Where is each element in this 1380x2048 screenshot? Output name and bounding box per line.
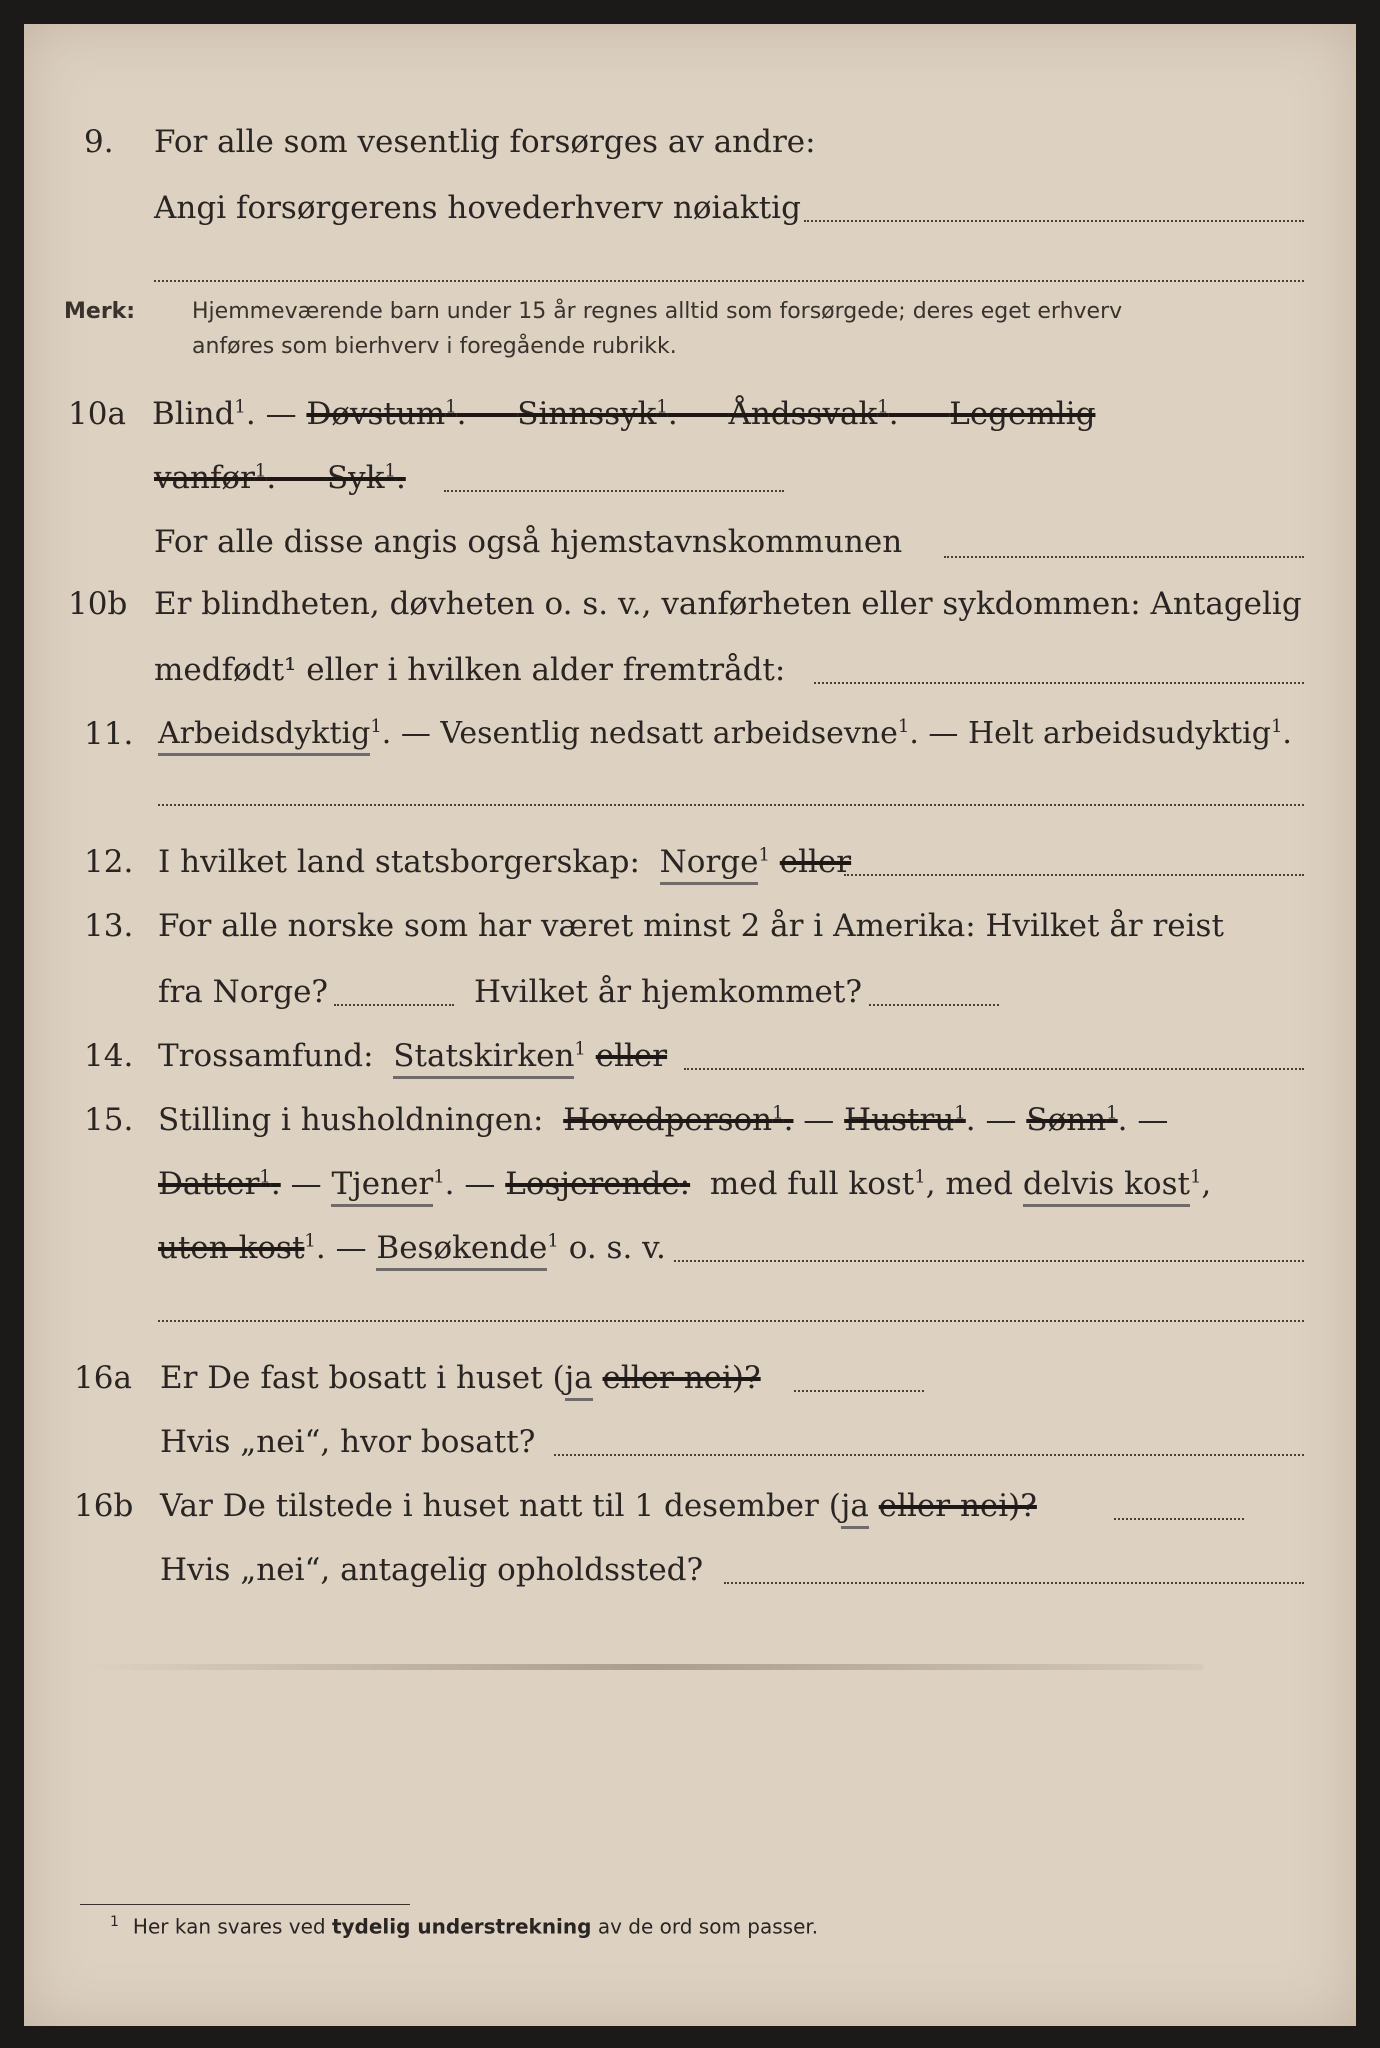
pencil-smudge	[84, 1664, 1204, 1670]
merk-label: Merk:	[64, 299, 136, 324]
option-vanfor[interactable]: vanfør$^1$. —	[154, 460, 327, 496]
merk-line2: anføres som bierhverv i foregående rubrikk.	[192, 334, 677, 359]
opholdssted-answer-line[interactable]	[724, 1582, 1304, 1584]
q16a-answer-line[interactable]	[794, 1390, 924, 1392]
census-form-page	[24, 24, 1356, 2026]
option-dovstum[interactable]: Døvstum$^1$. —	[306, 396, 518, 432]
option-ja[interactable]: ja	[841, 1488, 869, 1529]
q11-answer-line[interactable]	[158, 804, 1304, 806]
option-sinnssyk[interactable]: Sinnssyk$^1$. —	[517, 396, 729, 432]
option-sonn[interactable]: Sønn$^1$	[1026, 1102, 1118, 1138]
q14-answer-line[interactable]	[684, 1068, 1304, 1070]
q9-answer-line[interactable]	[804, 220, 1304, 222]
q9-line2: Angi forsørgerens hovederhverv nøiaktig	[154, 190, 801, 226]
q10b-line1: Er blindheten, døvheten o. s. v., vanførheten eller sykdommen: Antagelig	[154, 586, 1302, 622]
option-delvis-kost[interactable]: delvis kost	[1023, 1166, 1190, 1207]
q10a-line1: Blind$^1$. — Døvstum$^1$. — Sinnssyk$^1$. — Åndssvak$^1$. — Legemlig	[152, 396, 1096, 432]
question-number: 10b	[68, 586, 128, 622]
question-number: 12.	[84, 844, 134, 880]
q16b-answer-line[interactable]	[1114, 1518, 1244, 1520]
q9-answer-line-2[interactable]	[154, 280, 1304, 282]
option-hovedperson[interactable]: Hovedperson$^1$.	[563, 1102, 794, 1138]
option-norge[interactable]: Norge	[660, 844, 759, 885]
question-number: 10a	[68, 396, 126, 432]
q16a-line1: Er De fast bosatt i huset (ja eller nei)?	[160, 1360, 761, 1396]
q16a-line2: Hvis „nei“, hvor bosatt?	[160, 1424, 536, 1460]
reist-year-field[interactable]	[334, 1004, 454, 1006]
q11-line: Arbeidsdyktig$^1$. — Vesentlig nedsatt arbeidsevne$^1$. — Helt arbeidsudyktig$^1$.	[158, 716, 1292, 751]
option-eller-nei[interactable]: eller nei)?	[602, 1360, 761, 1396]
footnote-rule	[80, 1904, 410, 1905]
hjemstavn-answer-line[interactable]	[944, 556, 1304, 558]
q15-answer-line[interactable]	[674, 1260, 1304, 1262]
option-tjener[interactable]: Tjener	[331, 1166, 433, 1207]
q16b-line2: Hvis „nei“, antagelig opholdssted?	[160, 1552, 704, 1588]
question-number: 14.	[84, 1038, 134, 1074]
footnote: $^1$ Her kan svares ved tydelig understrekning av de ord som passer.	[110, 1914, 819, 1939]
q10b-answer-line[interactable]	[814, 682, 1304, 684]
option-losjerende[interactable]: Losjerende:	[505, 1166, 691, 1202]
q12-line: I hvilket land statsborgerskap: Norge$^1$ eller	[158, 844, 851, 880]
option-full-kost[interactable]: med full kost	[709, 1166, 915, 1202]
bosatt-answer-line[interactable]	[554, 1454, 1304, 1456]
option-eller[interactable]: eller	[779, 844, 852, 880]
q15-line2: Datter$^1$. — Tjener$^1$. — Losjerende: med full kost$^1$, med delvis kost$^1$,	[158, 1166, 1211, 1202]
question-number: 9.	[84, 124, 114, 160]
hjemkommet-year-field[interactable]	[869, 1004, 999, 1006]
question-number: 13.	[84, 908, 134, 944]
q15-answer-line-2[interactable]	[158, 1320, 1304, 1322]
question-number: 15.	[84, 1102, 134, 1138]
q15-line1: Stilling i husholdningen: Hovedperson$^1$. — Hustru$^1$. — Sønn$^1$. —	[158, 1102, 1169, 1138]
q10a-answer-line[interactable]	[444, 490, 784, 492]
question-number: 16a	[74, 1360, 132, 1396]
q9-line1: For alle som vesentlig forsørges av andre:	[154, 124, 816, 160]
option-ja[interactable]: ja	[565, 1360, 593, 1401]
option-blind[interactable]: Blind	[152, 396, 235, 432]
merk-line1: Hjemmeværende barn under 15 år regnes alltid som forsørgede; deres eget erhverv	[192, 299, 1123, 324]
option-eller[interactable]: eller	[595, 1038, 668, 1074]
option-andssvak[interactable]: Åndssvak$^1$. —	[728, 396, 950, 432]
option-statskirken[interactable]: Statskirken	[393, 1038, 574, 1079]
q15-line3: uten kost$^1$. — Besøkende$^1$ o. s. v.	[158, 1230, 666, 1266]
q13-line2a: fra Norge?	[158, 974, 329, 1010]
option-hustru[interactable]: Hustru$^1$	[844, 1102, 966, 1138]
question-number: 16b	[74, 1488, 134, 1524]
option-datter[interactable]: Datter$^1$.	[158, 1166, 281, 1202]
q12-answer-line[interactable]	[844, 874, 1304, 876]
q10a-line2	[154, 460, 406, 496]
q16b-line1: Var De tilstede i huset natt til 1 desember (ja eller nei)?	[160, 1488, 1037, 1524]
question-number: 11.	[84, 716, 134, 752]
q13-line1: For alle norske som har været minst 2 år i Amerika: Hvilket år reist	[158, 908, 1224, 944]
q10b-line2: medfødt¹ eller i hvilken alder fremtrådt:	[154, 652, 786, 688]
option-besokende[interactable]: Besøkende	[376, 1230, 547, 1271]
option-uten-kost[interactable]: uten kost	[158, 1230, 305, 1266]
option-syk[interactable]: Syk$^1$.	[326, 460, 406, 496]
option-eller-nei[interactable]: eller nei)?	[878, 1488, 1037, 1524]
q14-line: Trossamfund: Statskirken$^1$ eller	[158, 1038, 667, 1074]
q13-line2b: Hvilket år hjemkommet?	[474, 974, 862, 1010]
q10a-line3: For alle disse angis også hjemstavnskommunen	[154, 524, 903, 560]
option-legemlig[interactable]: Legemlig	[949, 396, 1096, 432]
option-arbeidsdyktig[interactable]: Arbeidsdyktig	[158, 716, 370, 756]
